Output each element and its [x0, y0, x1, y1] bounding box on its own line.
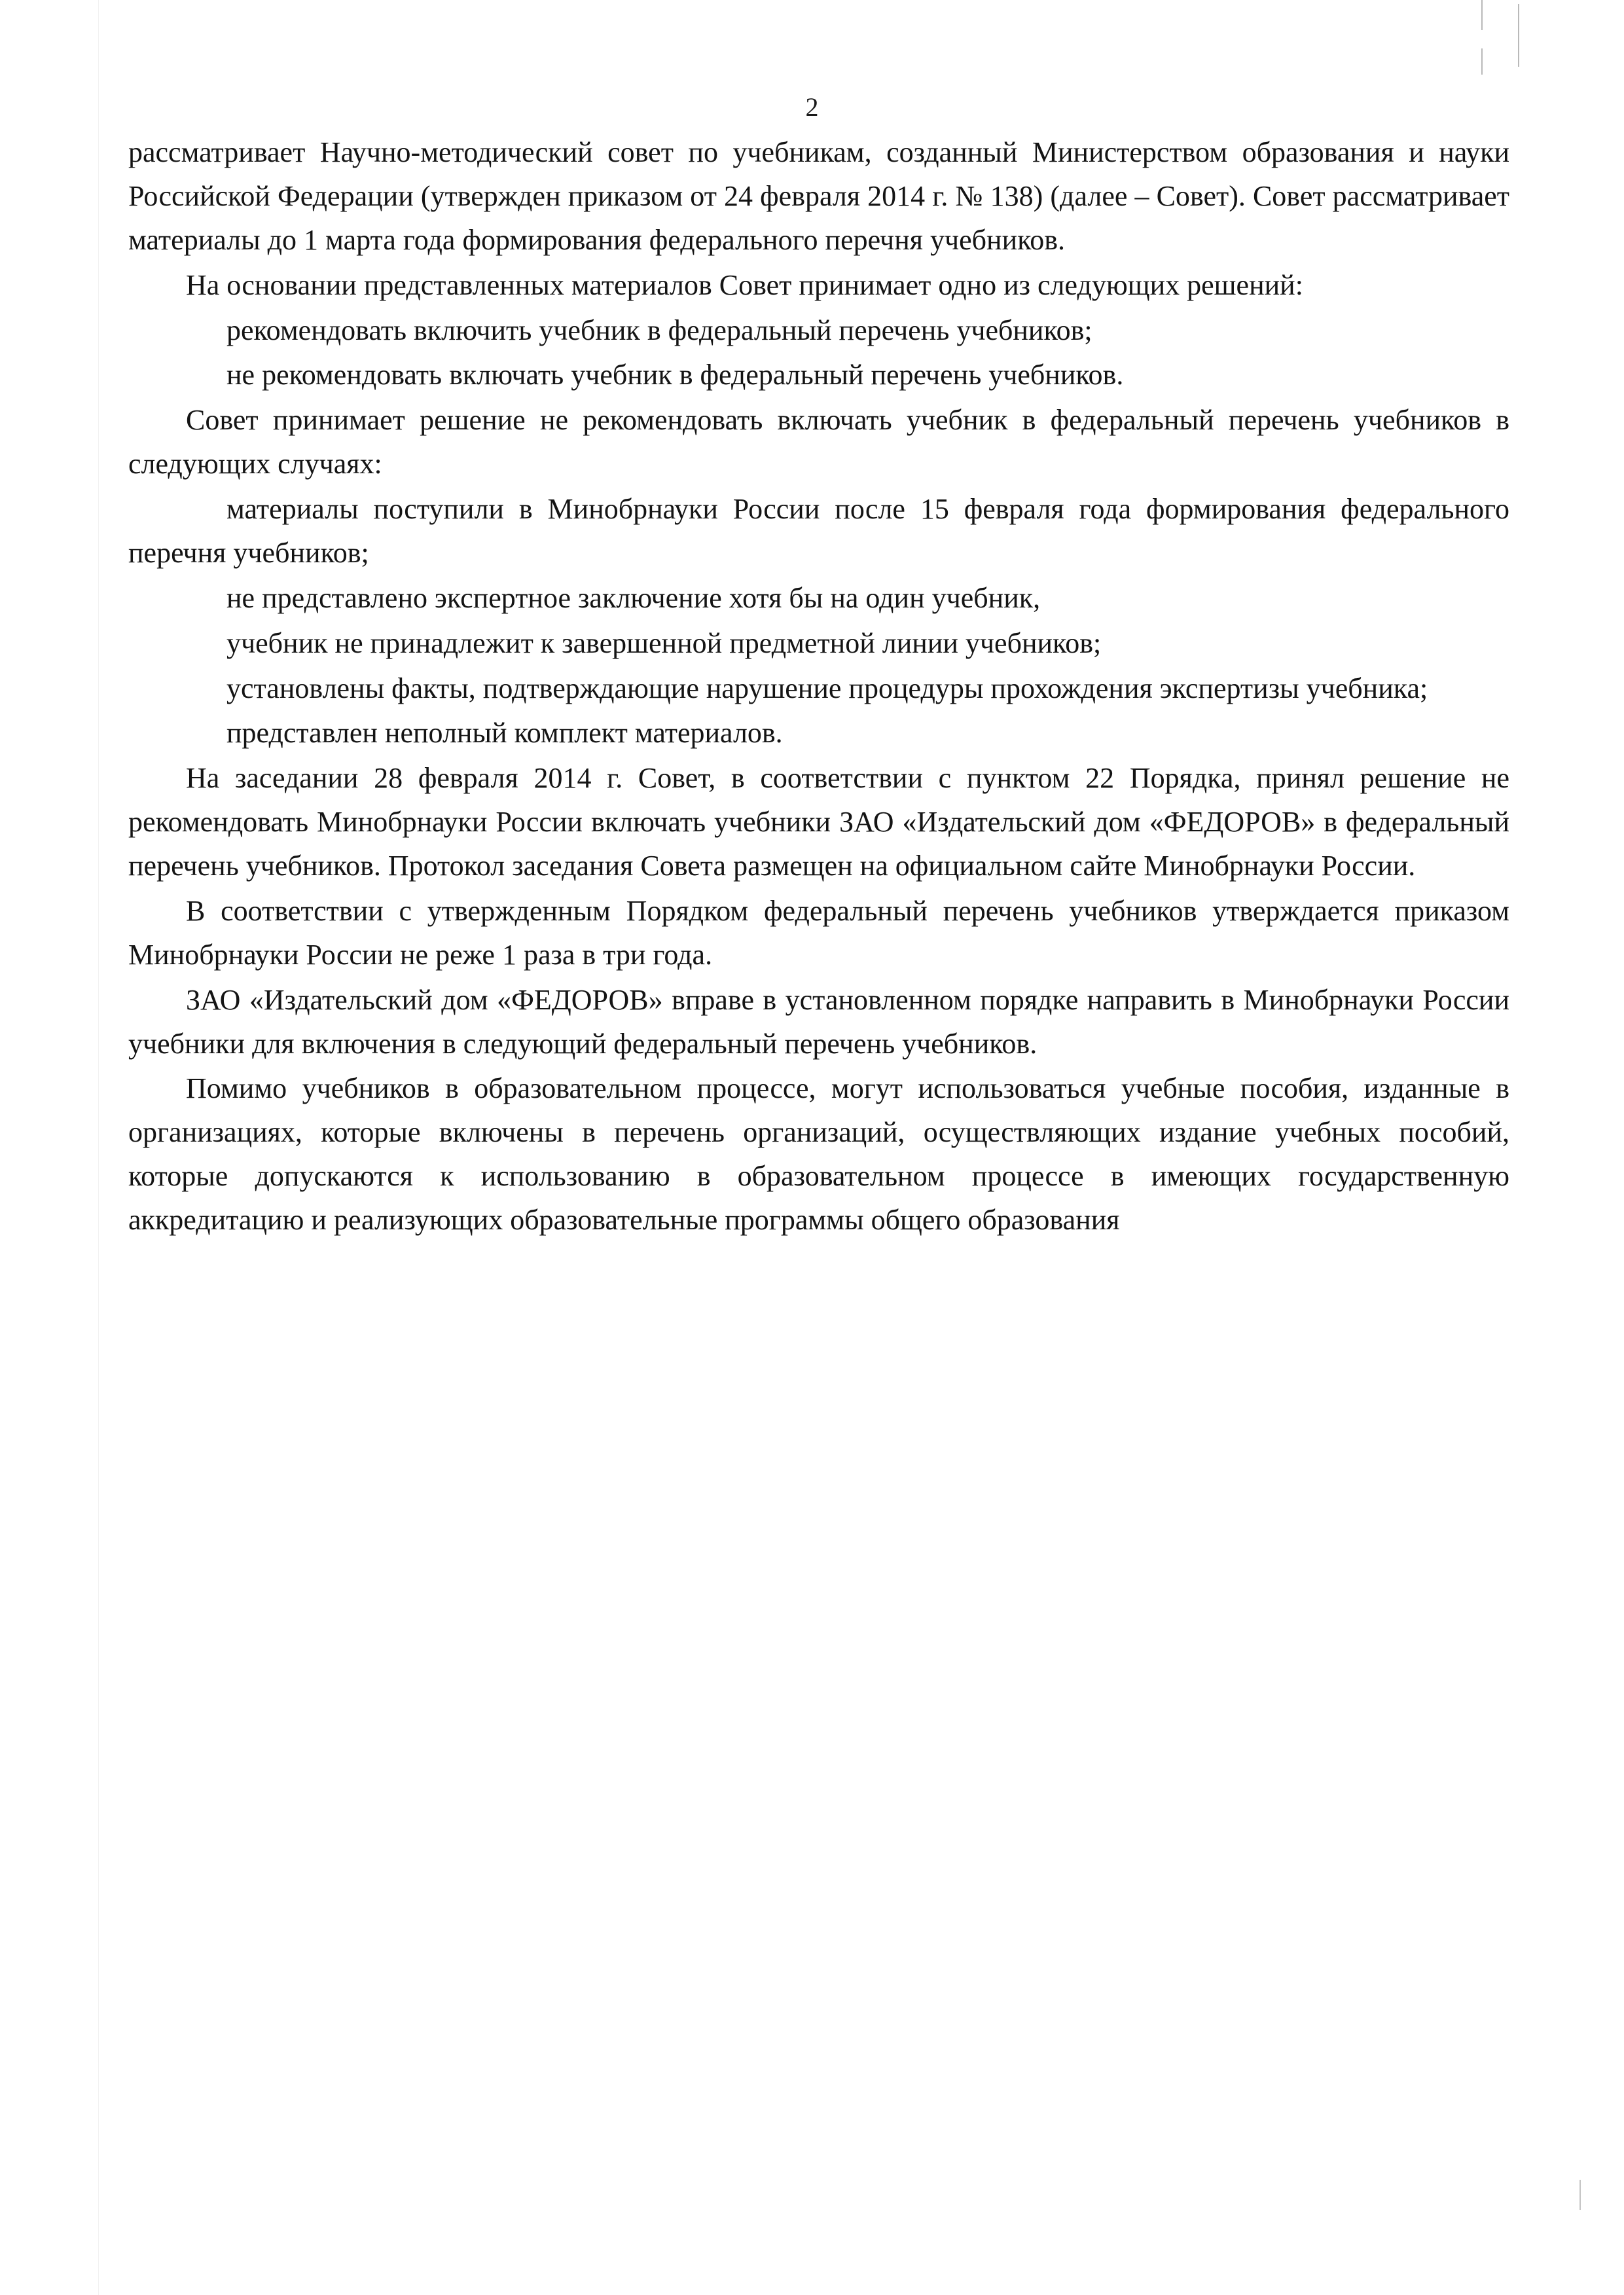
scan-tick-3 — [1518, 4, 1519, 67]
paragraph-3: рекомендовать включить учебник в федеральный перечень учебников; — [226, 314, 1092, 346]
paragraph-7: не представлено экспертное заключение хотя бы на один учебник, — [226, 581, 1041, 614]
paragraph-12: В соответствии с утвержденным Порядком федеральный перечень учебников утверждается приказом Минобрнауки России не реже 1 раза в три года. — [128, 894, 1509, 971]
document-body — [128, 131, 1509, 1244]
paragraph-6: материалы поступили в Минобрнауки России после 15 февраля года формирования федерального перечня учебников; — [128, 493, 1509, 569]
paragraph-8: учебник не принадлежит к завершенной предметной линии учебников; — [226, 626, 1102, 659]
paragraph-9: установлены факты, подтверждающие нарушение процедуры прохождения экспертизы учебника; — [226, 672, 1428, 704]
page-number: 2 — [805, 92, 819, 122]
paragraph-14: Помимо учебников в образовательном процессе, могут использоваться учебные пособия, изданные в организациях, которые включены в перечень организаций, осуществляющих издание учебных пособий, которые допускаются к использованию в образовательном процессе в имеющих государственную аккредитацию и реализующих образовательные программы общего образования — [128, 1072, 1509, 1236]
paragraph-11: На заседании 28 февраля 2014 г. Совет, в соответствии с пунктом 22 Порядка, принял решение не рекомендовать Минобрнауки России включать учебники ЗАО «Издательский дом «ФЕДОРОВ» в федеральный перечень учебников. Протокол заседания Совета размещен на официальном сайте Минобрнауки России. — [128, 762, 1509, 882]
scan-edge-mark-bottom — [1579, 2180, 1581, 2210]
paragraph-13: ЗАО «Издательский дом «ФЕДОРОВ» вправе в установленном порядке направить в Минобрнауки России учебники для включения в следующий федеральный перечень учебников. — [128, 983, 1509, 1060]
paragraph-2: На основании представленных материалов Совет принимает одно из следующих решений: — [186, 268, 1303, 301]
paragraph-1: рассматривает Научно-методический совет по учебникам, созданный Министерством образования и науки Российской Федерации (утвержден приказом от 24 февраля 2014 г. № 138) (далее – Совет). Совет рассматривает материалы до 1 марта года формирования федерального перечня учебников. — [128, 136, 1509, 256]
paragraph-5: Совет принимает решение не рекомендовать включать учебник в федеральный перечень учебников в следующих случаях: — [128, 404, 1509, 480]
scan-tick-2 — [1481, 48, 1483, 75]
scan-guide-line — [98, 0, 99, 2295]
scan-edge-left — [0, 0, 9, 2295]
paragraph-4: не рекомендовать включать учебник в федеральный перечень учебников. — [226, 359, 1124, 391]
paragraph-10: представлен неполный комплект материалов. — [226, 717, 783, 750]
scan-tick-1 — [1481, 0, 1483, 30]
